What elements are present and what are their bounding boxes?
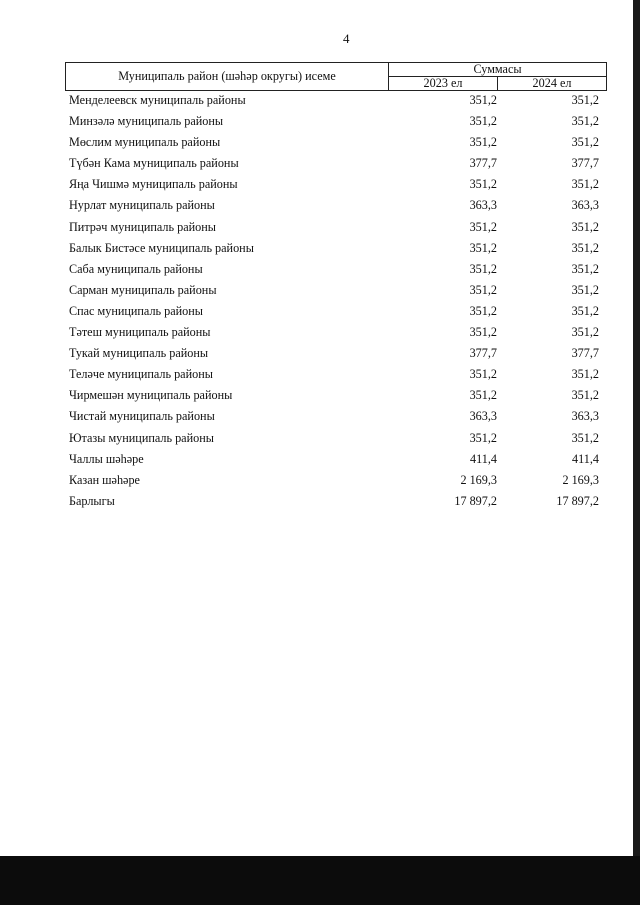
row-value-2024: 351,2 — [571, 430, 599, 445]
page-number: 4 — [343, 31, 350, 46]
row-value-2024: 2 169,3 — [562, 472, 599, 487]
row-name: Яңа Чишмә муниципаль районы — [69, 177, 238, 192]
row-name: Менделеевск муниципаль районы — [69, 93, 246, 107]
table-header — [65, 62, 607, 91]
row-value-2023: 351,2 — [469, 325, 497, 340]
row-name: Чирмешән муниципаль районы — [69, 388, 233, 403]
row-value-2023: 351,2 — [469, 261, 497, 276]
row-value-2024: 351,2 — [571, 177, 599, 192]
row-name: Тәтеш муниципаль районы — [69, 325, 211, 340]
row-value-2023: 377,7 — [469, 346, 497, 361]
row-value-2023: 351,2 — [469, 135, 497, 150]
row-name: Тукай муниципаль районы — [69, 346, 209, 361]
row-value-2024: 411,4 — [572, 451, 599, 466]
header-year-2024: 2024 ел — [532, 76, 572, 90]
table-row — [65, 492, 607, 513]
row-name: Сарман муниципаль районы — [69, 282, 217, 297]
table-row — [65, 91, 607, 112]
row-value-2024: 351,2 — [571, 282, 599, 297]
row-name: Теләче муниципаль районы — [69, 367, 213, 382]
table-row — [65, 133, 607, 154]
row-value-2023: 411,4 — [470, 451, 497, 466]
row-value-2023: 351,2 — [469, 430, 497, 445]
table-row — [65, 365, 607, 386]
row-name: Чаллы шәһәре — [69, 451, 144, 466]
row-value-2023: 351,2 — [469, 240, 497, 255]
row-name: Казан шәһәре — [69, 472, 140, 487]
row-value-2024: 351,2 — [571, 114, 599, 129]
row-name: Ютазы муниципаль районы — [69, 430, 214, 445]
row-name: Саба муниципаль районы — [69, 261, 203, 276]
row-value-2024: 363,3 — [571, 198, 599, 213]
row-value-2024: 351,2 — [571, 303, 599, 318]
table-row — [65, 154, 607, 175]
header-year-2023: 2023 ел — [389, 77, 498, 90]
row-value-2024: 363,3 — [571, 409, 599, 424]
row-value-2024: 17 897,2 — [556, 493, 599, 508]
row-value-2023: 351,2 — [469, 303, 497, 318]
row-name: Балык Бистәсе муниципаль районы — [69, 240, 254, 255]
row-value-2024: 377,7 — [571, 346, 599, 361]
row-name: Спас муниципаль районы — [69, 303, 203, 318]
row-value-2023: 363,3 — [469, 409, 497, 424]
row-name: Барлыгы — [69, 493, 115, 508]
row-value-2024: 351,2 — [571, 325, 599, 340]
row-value-2023: 2 169,3 — [460, 472, 497, 487]
table-row — [65, 471, 607, 492]
row-name: Чистай муниципаль районы — [69, 409, 215, 424]
table-row — [65, 429, 607, 450]
row-value-2024: 351,2 — [571, 388, 599, 403]
header-sum-column: Суммасы — [389, 63, 606, 77]
row-value-2024: 351,2 — [571, 219, 599, 234]
table-row — [65, 386, 607, 407]
row-value-2024: 351,2 — [571, 240, 599, 255]
row-value-2024: 377,7 — [571, 156, 599, 171]
row-value-2023: 351,2 — [469, 93, 497, 107]
table-row — [65, 450, 607, 471]
row-value-2023: 363,3 — [469, 198, 497, 213]
row-value-2023: 351,2 — [469, 219, 497, 234]
row-value-2023: 351,2 — [469, 114, 497, 129]
table-row — [65, 323, 607, 344]
row-name: Нурлат муниципаль районы — [69, 198, 215, 213]
table-row — [65, 260, 607, 281]
scan-edge-shadow — [633, 0, 640, 856]
budget-table — [65, 62, 607, 513]
table-row — [65, 196, 607, 217]
row-value-2023: 17 897,2 — [454, 493, 497, 508]
row-value-2023: 351,2 — [469, 282, 497, 297]
row-name: Минзәлә муниципаль районы — [69, 114, 224, 129]
table-row — [65, 112, 607, 133]
row-name: Питрәч муниципаль районы — [69, 219, 216, 234]
table-row — [65, 175, 607, 196]
row-value-2023: 351,2 — [469, 388, 497, 403]
row-value-2024: 351,2 — [571, 261, 599, 276]
scan-bottom-border — [0, 856, 640, 905]
table-row — [65, 281, 607, 302]
table-row — [65, 407, 607, 428]
table-body — [65, 91, 607, 513]
row-value-2024: 351,2 — [571, 367, 599, 382]
row-value-2024: 351,2 — [571, 93, 599, 107]
row-value-2023: 351,2 — [469, 367, 497, 382]
row-name: Түбән Кама муниципаль районы — [69, 156, 239, 171]
row-value-2023: 377,7 — [469, 156, 497, 171]
table-row — [65, 218, 607, 239]
row-name: Мөслим муниципаль районы — [69, 135, 221, 150]
table-row — [65, 302, 607, 323]
row-value-2024: 351,2 — [571, 135, 599, 150]
table-row — [65, 344, 607, 365]
table-row — [65, 239, 607, 260]
row-value-2023: 351,2 — [469, 177, 497, 192]
header-name-column: Муниципаль район (шәһәр округы) исеме — [66, 63, 389, 90]
